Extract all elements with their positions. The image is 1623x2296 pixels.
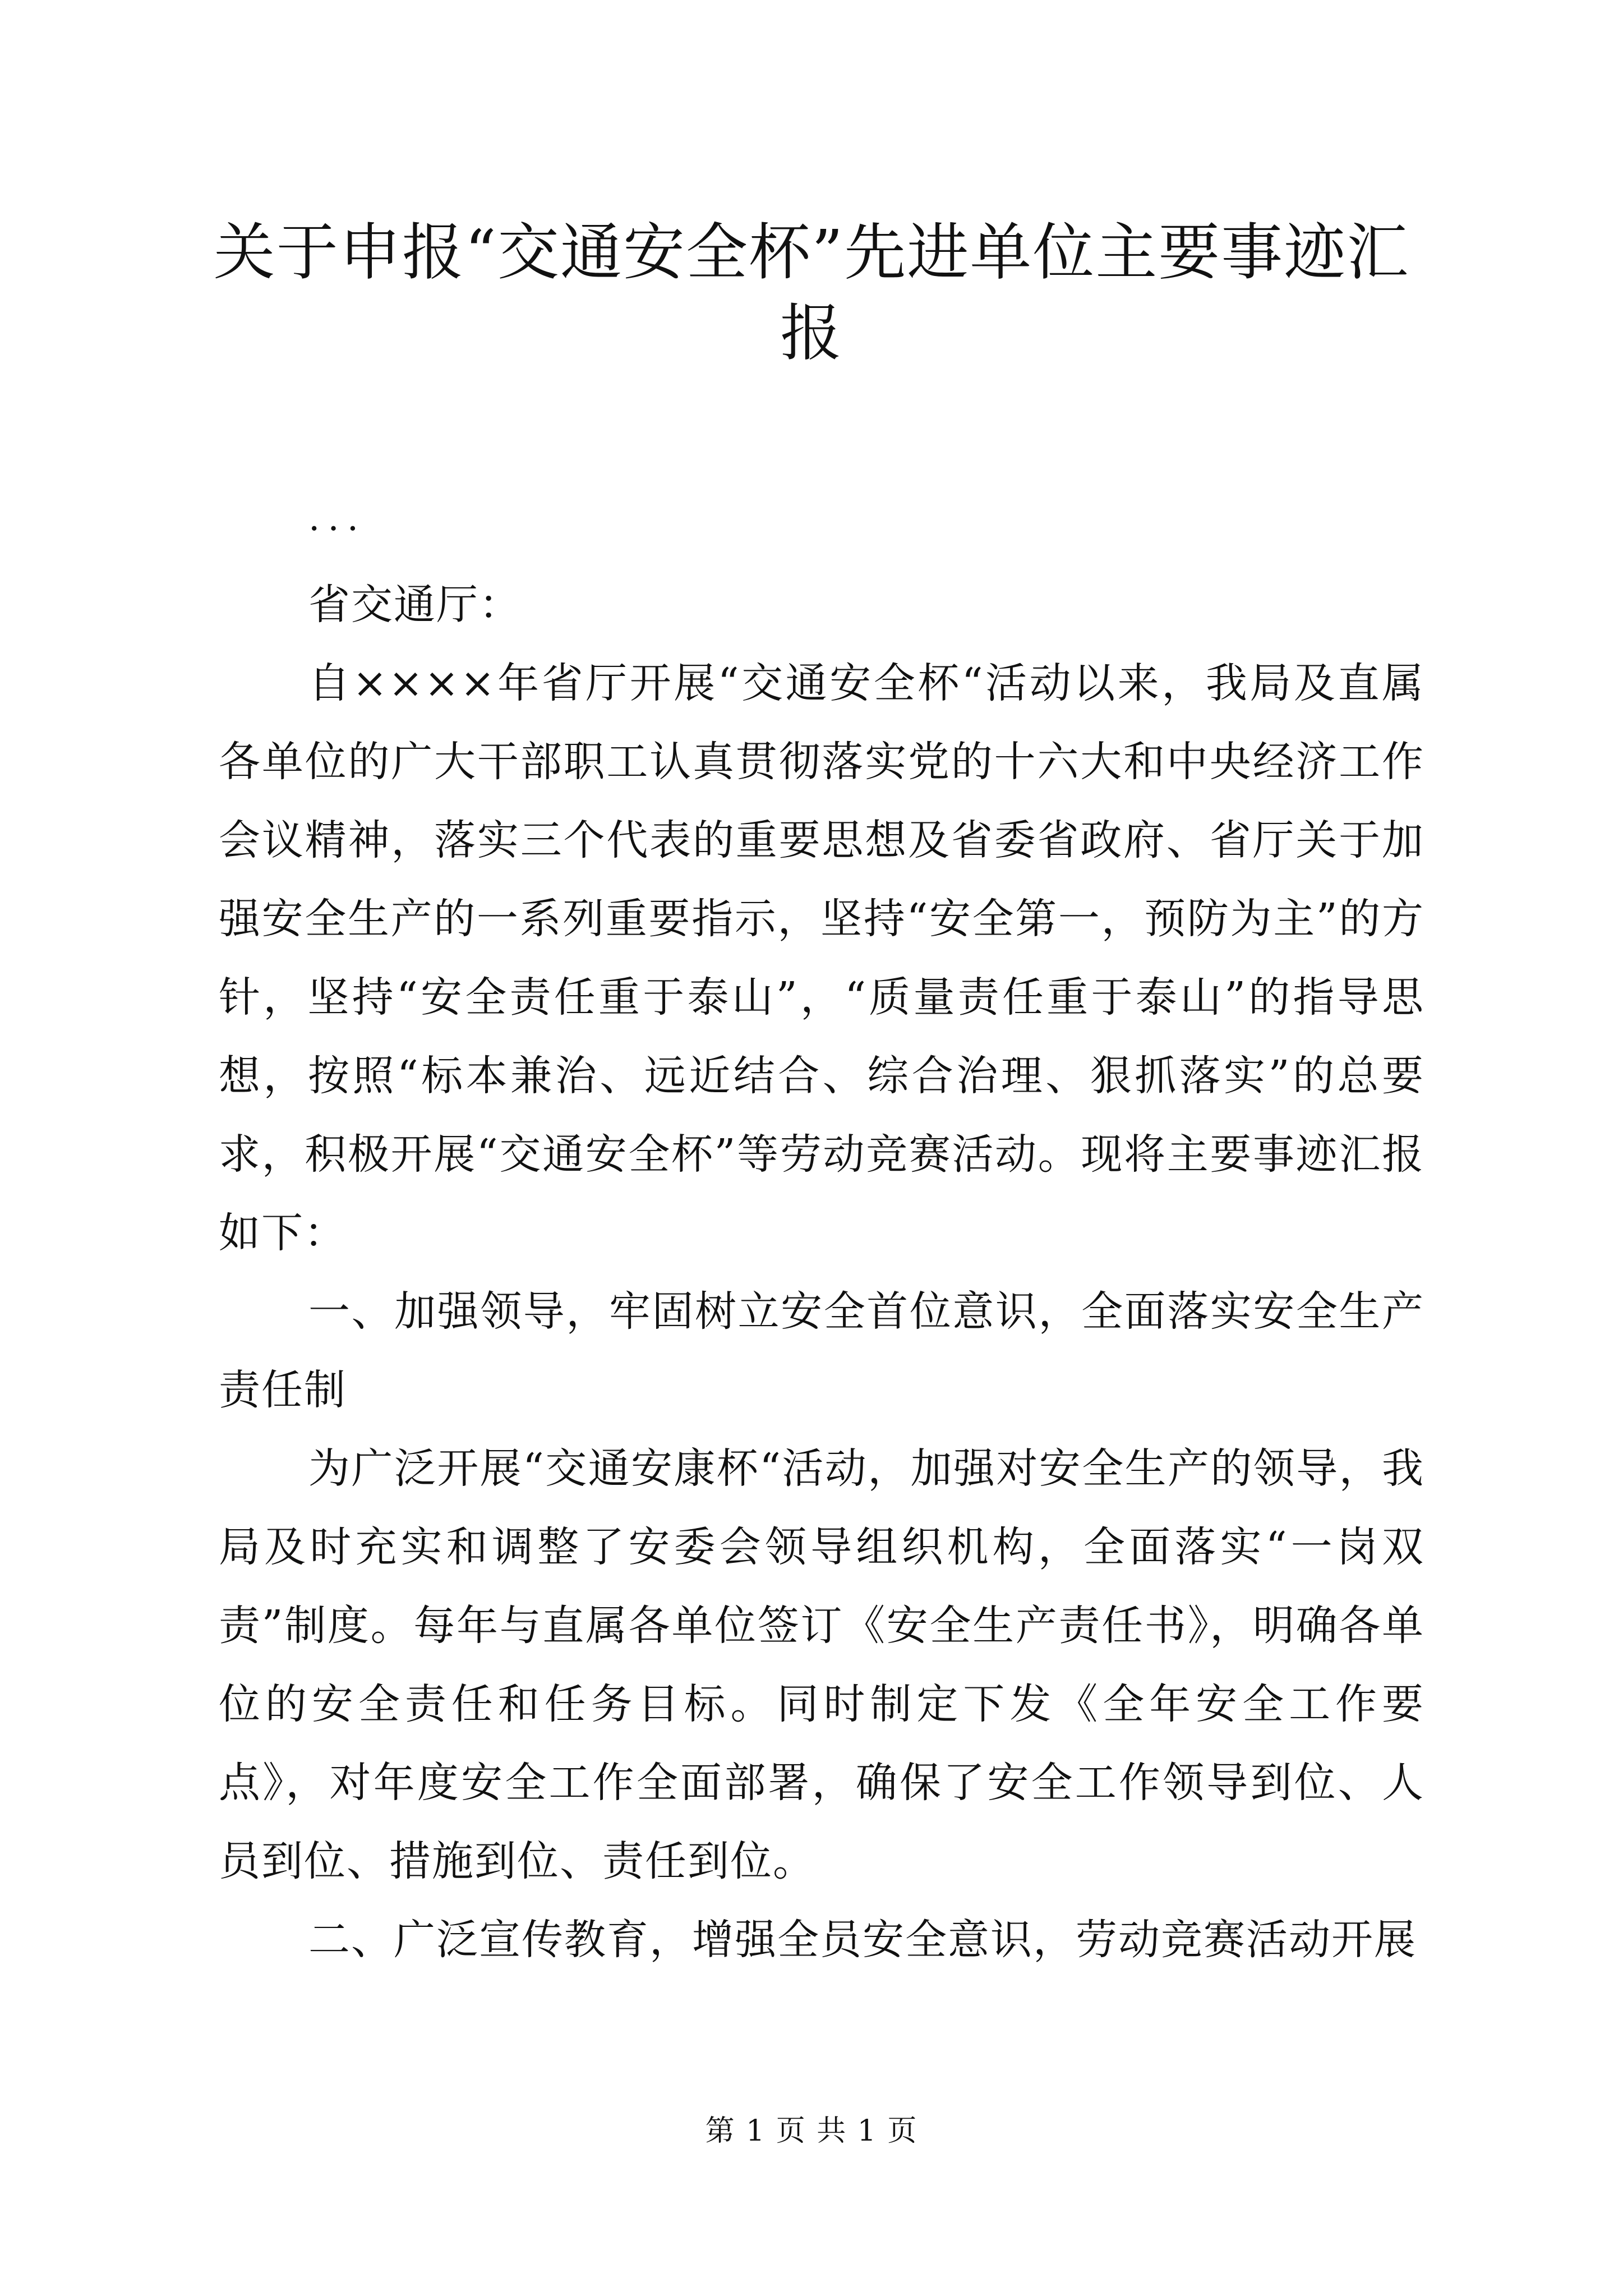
- section-heading-2: 二、广泛宣传教育，增强全员安全意识，劳动竞赛活动开展: [308, 1916, 1417, 1964]
- ellipsis-line: ...: [308, 498, 367, 539]
- document-body: [219, 487, 1424, 1979]
- page-footer: 第 1 页 共 1 页: [705, 2114, 918, 2148]
- paragraph-intro: 自××××年省厅开展“交通安全杯“活动以来，我局及直属各单位的广大干部职工认真贯彻落实党的十六大和中央经济工作会议精神，落实三个代表的重要思想及省委省政府、省厅关于加强安全生产的一系列重要指示，坚持“安全第一，预防为主”的方针，坚持“安全责任重于泰山”，“质量责任重于泰山”的指导思想，按照“标本兼治、远近结合、综合治理、狠抓落实”的总要求，积极开展“交通安全杯”等劳动竞赛活动。现将主要事迹汇报如下：: [219, 659, 1424, 1257]
- salutation: 省交通厅：: [308, 581, 522, 629]
- section-heading-1: 一、加强领导，牢固树立安全首位意识，全面落实安全生产责任制: [219, 1287, 1424, 1414]
- paragraph-section-1: 为广泛开展“交通安康杯“活动，加强对安全生产的领导，我局及时充实和调整了安委会领导组织机构，全面落实“一岗双责”制度。每年与直属各单位签订《安全生产责任书》，明确各单位的安全责任和任务目标。同时制定下发《全年安全工作要点》，对年度安全工作全面部署，确保了安全工作领导到位、人员到位、措施到位、责任到位。: [219, 1444, 1424, 1885]
- document-title: 关于申报“交通安全杯”先进单位主要事迹汇报: [213, 217, 1410, 369]
